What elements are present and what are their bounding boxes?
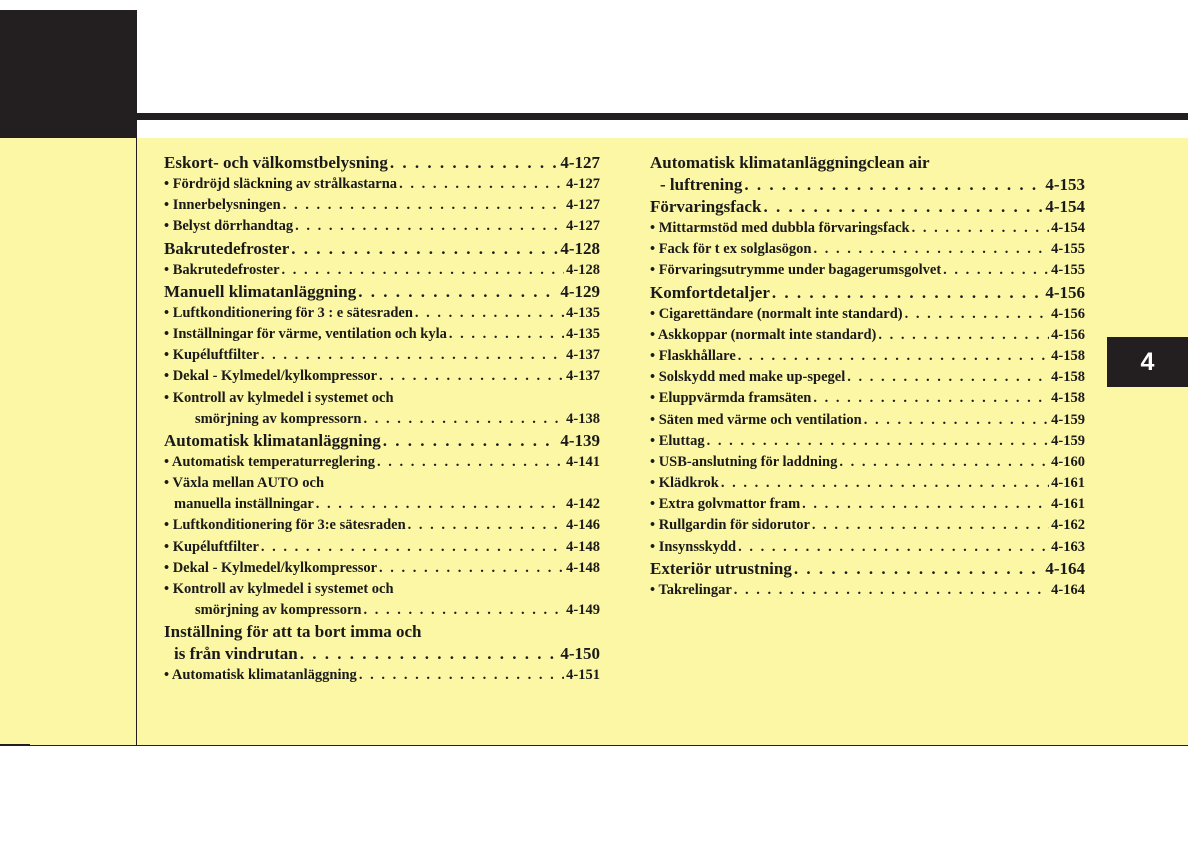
toc-entry-label: • Dekal - Kylmedel/kylkompressor: [164, 559, 378, 576]
toc-entry-label: • Säten med värme och ventilation: [650, 411, 862, 428]
toc-subentry[interactable]: [164, 515, 600, 536]
toc-page-number: 4-154: [1045, 197, 1085, 216]
toc-subentry[interactable]: [650, 388, 1085, 409]
toc-subentry[interactable]: [650, 239, 1085, 260]
toc-page-number: 4-128: [566, 261, 600, 278]
toc-subentry[interactable]: [164, 452, 600, 473]
toc-entry-label: • Kontroll av kylmedel i systemet och: [164, 389, 394, 406]
toc-entry-label: Komfortdetaljer: [650, 282, 770, 302]
dot-leader: [738, 537, 1049, 558]
toc-entry-label: • Luftkonditionering för 3 : e sätesraden: [164, 304, 413, 321]
toc-page-number: 4-159: [1051, 432, 1085, 449]
dot-leader: [359, 665, 564, 686]
toc-subentry[interactable]: [164, 216, 600, 237]
toc-entry-label: • Extra golvmattor fram: [650, 496, 801, 513]
toc-subentry[interactable]: [164, 303, 600, 324]
toc-entry-label: • Kontroll av kylmedel i systemet och: [164, 581, 394, 597]
toc-subentry[interactable]: [164, 260, 600, 281]
toc-page-number: 4-163: [1051, 538, 1085, 555]
dot-leader: [812, 515, 1049, 536]
toc-entry-label: • Fördröjd släckning av strålkastarna: [164, 176, 398, 192]
toc-section-entry[interactable]: [164, 643, 600, 665]
toc-subentry[interactable]: [164, 174, 600, 195]
toc-page-number: 4-162: [1051, 517, 1085, 534]
toc-entry-label: Exteriör utrustning: [650, 558, 792, 578]
toc-entry-label: • Insynsskydd: [650, 538, 737, 555]
dot-leader: [415, 303, 564, 324]
dot-leader: [813, 388, 1049, 409]
toc-page-number: 4-156: [1051, 326, 1085, 343]
toc-subentry[interactable]: [164, 537, 600, 558]
toc-page-number: 4-151: [566, 667, 600, 684]
toc-subentry[interactable]: [650, 494, 1085, 515]
toc-page-number: 4-154: [1051, 220, 1085, 236]
header-rule: [137, 113, 1188, 120]
toc-subentry[interactable]: [164, 388, 600, 409]
toc-subentry[interactable]: [164, 665, 600, 686]
toc-page-number: 4-129: [560, 281, 600, 301]
toc-entry-label: • Solskydd med make up-spegel: [650, 369, 846, 386]
toc-section-entry[interactable]: [164, 281, 600, 303]
toc-entry-label: Eskort- och välkomstbelysning: [164, 153, 388, 172]
toc-entry-label: manuella inställningar: [174, 496, 314, 513]
toc-page-number: 4-137: [566, 347, 600, 364]
toc-page-number: 4-139: [560, 430, 600, 450]
footer-rule: [0, 745, 1188, 746]
toc-section-entry[interactable]: [650, 282, 1085, 304]
toc-section-entry[interactable]: [164, 430, 600, 452]
toc-entry-label: • Rullgardin för sidorutor: [650, 517, 810, 534]
toc-entry-label: • Bakrutedefroster: [164, 261, 280, 278]
toc-section-entry[interactable]: [650, 196, 1085, 218]
toc-entry-label: • Luftkonditionering för 3:e sätesraden: [164, 517, 406, 534]
toc-entry-label: • Automatisk temperaturreglering: [164, 453, 375, 470]
toc-page-number: 4-127: [566, 176, 600, 192]
toc-page-number: 4-148: [566, 538, 600, 555]
toc-entry-label: smörjning av kompressorn: [195, 410, 362, 427]
toc-entry-label: • Kupéluftfilter: [164, 538, 259, 555]
toc-subentry[interactable]: [164, 494, 600, 515]
toc-page-number: 4-160: [1051, 453, 1085, 470]
toc-entry-label: • Kupéluftfilter: [164, 347, 259, 364]
toc-entry-label: • Flaskhållare: [650, 347, 736, 364]
toc-page-number: 4-141: [566, 453, 600, 470]
dot-leader: [399, 174, 564, 195]
toc-page-number: 4-127: [560, 153, 600, 172]
toc-entry-label: • Eluppvärmda framsäten: [650, 390, 812, 407]
toc-page-number: 4-137: [566, 368, 600, 385]
toc-page-number: 4-149: [566, 602, 600, 619]
dot-leader: [813, 239, 1049, 260]
toc-subentry[interactable]: [164, 345, 600, 366]
toc-entry-label: Automatisk klimatanläggning: [164, 430, 381, 450]
dot-leader: [839, 452, 1049, 473]
toc-entry-label: • Inställningar för värme, ventilation och kyla: [164, 325, 447, 342]
dot-leader: [864, 410, 1049, 431]
toc-entry-label: • Takrelingar: [650, 581, 732, 598]
toc-subentry[interactable]: [164, 579, 600, 600]
toc-page-number: 4-127: [566, 197, 600, 214]
toc-subentry[interactable]: [650, 452, 1085, 473]
toc-page-number: 4-164: [1045, 558, 1085, 578]
toc-entry-label: Förvaringsfack: [650, 197, 762, 216]
toc-entry-label: • Cigarettändare (normalt inte standard): [650, 305, 903, 322]
dot-leader: [878, 325, 1049, 346]
dot-leader: [802, 494, 1049, 515]
dot-leader: [734, 580, 1049, 601]
dot-leader: [408, 515, 565, 536]
toc-page-number: 4-150: [560, 644, 600, 664]
toc-page-number: 4-153: [1045, 175, 1085, 194]
toc-entry-label: • Eluttag: [650, 432, 705, 449]
toc-subentry[interactable]: [650, 346, 1085, 367]
toc-subentry[interactable]: [650, 515, 1085, 536]
dot-leader: [282, 260, 565, 281]
toc-subentry[interactable]: [650, 537, 1085, 558]
dot-leader: [291, 238, 558, 260]
dot-leader: [390, 152, 558, 174]
toc-entry-label: • Klädkrok: [650, 475, 719, 492]
toc-entry-label: • Fack för t ex solglasögon: [650, 241, 812, 258]
toc-entry-label: Inställning för att ta bort imma och: [164, 622, 422, 642]
dot-leader: [738, 346, 1049, 367]
toc-entry-label: Manuell klimatanläggning: [164, 281, 357, 301]
dot-leader: [912, 218, 1050, 239]
toc-entry-label: • Mittarmstöd med dubbla förvaringsfack: [650, 220, 910, 236]
dot-leader: [377, 452, 564, 473]
toc-right-column: [650, 152, 1085, 601]
toc-entry-label: • Dekal - Kylmedel/kylkompressor: [164, 368, 378, 385]
toc-page-number: 4-161: [1051, 475, 1085, 492]
toc-page-number: 4-161: [1051, 496, 1085, 513]
dot-leader: [364, 409, 565, 430]
toc-section-entry[interactable]: [650, 558, 1085, 580]
toc-section-entry[interactable]: [650, 152, 1085, 174]
dot-leader: [905, 304, 1050, 325]
toc-page-number: 4-156: [1045, 282, 1085, 302]
toc-entry-label: • USB-anslutning för laddning: [650, 453, 838, 470]
dot-leader: [358, 281, 558, 303]
toc-entry-label: - luftrening: [660, 175, 743, 194]
toc-subentry[interactable]: [650, 410, 1085, 431]
toc-entry-label: smörjning av kompressorn: [195, 602, 362, 619]
toc-subentry[interactable]: [650, 431, 1085, 452]
toc-subentry[interactable]: [164, 195, 600, 216]
toc-page-number: 4-158: [1051, 347, 1085, 364]
dot-leader: [316, 494, 564, 515]
toc-page-number: 4-146: [566, 517, 600, 534]
dot-leader: [283, 195, 564, 216]
toc-section-entry[interactable]: [164, 152, 600, 174]
toc-subentry[interactable]: [650, 580, 1085, 601]
dot-leader: [449, 324, 564, 345]
toc-entry-label: Bakrutedefroster: [164, 238, 290, 258]
toc-page-number: 4-159: [1051, 411, 1085, 428]
dot-leader: [364, 600, 565, 621]
dot-leader: [300, 643, 559, 665]
toc-subentry[interactable]: [164, 324, 600, 345]
toc-page-number: 4-158: [1051, 390, 1085, 407]
dot-leader: [772, 282, 1043, 304]
corner-black-tab: [0, 10, 137, 138]
toc-subentry[interactable]: [164, 409, 600, 430]
chapter-tab[interactable]: 4: [1107, 337, 1188, 387]
toc-page-number: 4-148: [566, 559, 600, 576]
toc-left-column: [164, 152, 600, 687]
toc-page-number: 4-138: [566, 410, 600, 427]
dot-leader: [261, 345, 564, 366]
toc-subentry[interactable]: [650, 218, 1085, 239]
dot-leader: [295, 216, 564, 237]
toc-entry-label: • Växla mellan AUTO och: [164, 475, 325, 492]
toc-subentry[interactable]: [650, 367, 1085, 388]
toc-page-number: 4-155: [1051, 262, 1085, 279]
toc-entry-label: • Förvaringsutrymme under bagagerumsgolvet: [650, 262, 942, 279]
dot-leader: [261, 537, 564, 558]
toc-section-entry[interactable]: [164, 621, 600, 643]
toc-page-number: 4-135: [566, 304, 600, 321]
dot-leader: [847, 367, 1049, 388]
toc-entry-label: • Innerbelysningen: [164, 197, 281, 214]
dot-leader: [943, 260, 1049, 281]
toc-page-number: 4-155: [1051, 241, 1085, 258]
dot-leader: [721, 473, 1049, 494]
dot-leader: [379, 366, 564, 387]
toc-subentry[interactable]: [164, 473, 600, 494]
dot-leader: [763, 196, 1043, 218]
toc-section-entry[interactable]: [164, 238, 600, 260]
dot-leader: [379, 558, 564, 579]
toc-page-number: 4-127: [566, 218, 600, 235]
toc-entry-label: is från vindrutan: [174, 644, 298, 664]
dot-leader: [744, 174, 1043, 196]
toc-subentry[interactable]: [650, 473, 1085, 494]
toc-subentry[interactable]: [650, 260, 1085, 281]
toc-subentry[interactable]: [164, 558, 600, 579]
toc-subentry[interactable]: [650, 325, 1085, 346]
toc-entry-label: • Automatisk klimatanläggning: [164, 667, 357, 684]
toc-entry-label: • Askkoppar (normalt inte standard): [650, 326, 877, 343]
toc-entry-label: Automatisk klimatanläggningclean air: [650, 153, 930, 172]
dot-leader: [707, 431, 1050, 452]
toc-page-number: 4-135: [566, 325, 600, 342]
toc-page-number: 4-164: [1051, 581, 1085, 598]
toc-section-entry[interactable]: [650, 174, 1085, 196]
dot-leader: [383, 430, 559, 452]
toc-page-number: 4-128: [560, 238, 600, 258]
toc-subentry[interactable]: [164, 366, 600, 387]
toc-subentry[interactable]: [164, 600, 600, 621]
left-margin-rule: [136, 138, 137, 746]
toc-page-number: 4-156: [1051, 305, 1085, 322]
toc-page-number: 4-158: [1051, 369, 1085, 386]
toc-page-number: 4-142: [566, 496, 600, 513]
toc-subentry[interactable]: [650, 304, 1085, 325]
dot-leader: [794, 558, 1044, 580]
toc-entry-label: • Belyst dörrhandtag: [164, 218, 294, 235]
